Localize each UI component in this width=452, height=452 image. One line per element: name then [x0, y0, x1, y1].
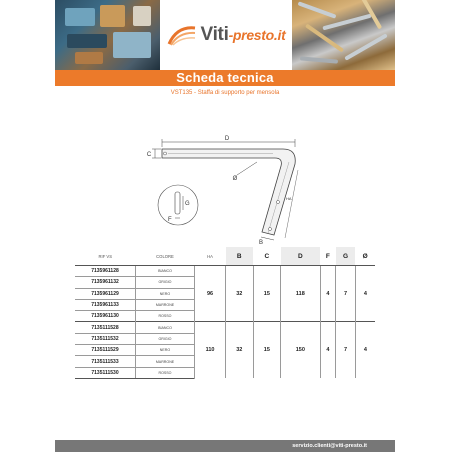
- color-name: NERO: [136, 288, 195, 299]
- color-name: BIANCO: [136, 266, 195, 277]
- color-name: MARRONE: [136, 299, 195, 310]
- color-name: GRIGIO: [136, 277, 195, 288]
- page-title: Scheda tecnica: [176, 70, 274, 85]
- color-name: GRIGIO: [136, 333, 195, 344]
- product-subtitle: VST135 - Staffa di supporto per mensola: [170, 90, 280, 96]
- col-header-f: F: [325, 252, 330, 260]
- specification-table: [75, 247, 375, 379]
- value-b: 32: [226, 322, 254, 378]
- color-name: BIANCO: [136, 322, 195, 333]
- logo-swoosh-icon: [167, 24, 197, 46]
- ref-code: 7135961130: [75, 311, 136, 322]
- color-name: NERO: [136, 345, 195, 356]
- col-header-c: C: [264, 252, 270, 260]
- ref-code: 7135111529: [75, 345, 136, 356]
- footer-email-link[interactable]: servizio.clienti@viti-presto.it: [292, 443, 367, 449]
- col-header-ref: RIF VS: [98, 253, 112, 259]
- footer-bar: [55, 440, 395, 452]
- value-b: 32: [226, 266, 254, 322]
- header-photo-screws: [292, 0, 395, 70]
- header-photo-tools: [55, 0, 160, 70]
- ref-code: 7135111528: [75, 322, 136, 333]
- bracket-technical-drawing: [135, 130, 315, 245]
- dimension-label-f: F: [168, 217, 172, 223]
- color-name: ROSSO: [136, 311, 195, 322]
- dimension-label-b: B: [259, 240, 264, 245]
- table-row: [75, 266, 375, 277]
- color-name: ROSSO: [136, 367, 195, 378]
- value-d: 118: [281, 266, 320, 322]
- col-header-diameter: Ø: [362, 252, 368, 260]
- col-header-d: D: [281, 247, 320, 266]
- value-g: 7: [336, 266, 356, 322]
- brand-logo: [160, 0, 292, 70]
- title-banner: [55, 70, 395, 86]
- color-name: MARRONE: [136, 356, 195, 367]
- dimension-label-diameter: Ø: [232, 176, 238, 182]
- ref-code: 7135961132: [75, 277, 136, 288]
- ref-code: 7135111532: [75, 333, 136, 344]
- brand-name: Viti-presto.it: [200, 24, 286, 45]
- value-f: 4: [320, 322, 336, 378]
- col-header-color: COLORE: [156, 253, 174, 259]
- ref-code: 7135111530: [75, 367, 136, 378]
- value-d: 150: [281, 322, 320, 378]
- ref-code: 7135961133: [75, 299, 136, 310]
- value-g: 7: [336, 322, 356, 378]
- value-c: 15: [253, 266, 281, 322]
- col-header-g: G: [336, 247, 356, 266]
- col-header-b: B: [226, 247, 254, 266]
- value-ha: 96: [195, 266, 226, 322]
- value-diameter: 4: [355, 266, 375, 322]
- table-row: [75, 322, 375, 333]
- col-header-ha: HA: [207, 253, 213, 259]
- value-diameter: 4: [355, 322, 375, 378]
- value-f: 4: [320, 266, 336, 322]
- ref-code: 7135961128: [75, 266, 136, 277]
- dimension-label-c: C: [146, 152, 152, 158]
- value-ha: 110: [195, 322, 226, 378]
- dimension-label-g: G: [185, 201, 190, 207]
- dimension-label-ha: HA: [286, 196, 292, 201]
- value-c: 15: [253, 322, 281, 378]
- ref-code: 7135111533: [75, 356, 136, 367]
- table-header-row: [75, 247, 375, 266]
- dimension-label-d: D: [224, 136, 230, 142]
- ref-code: 7135961129: [75, 288, 136, 299]
